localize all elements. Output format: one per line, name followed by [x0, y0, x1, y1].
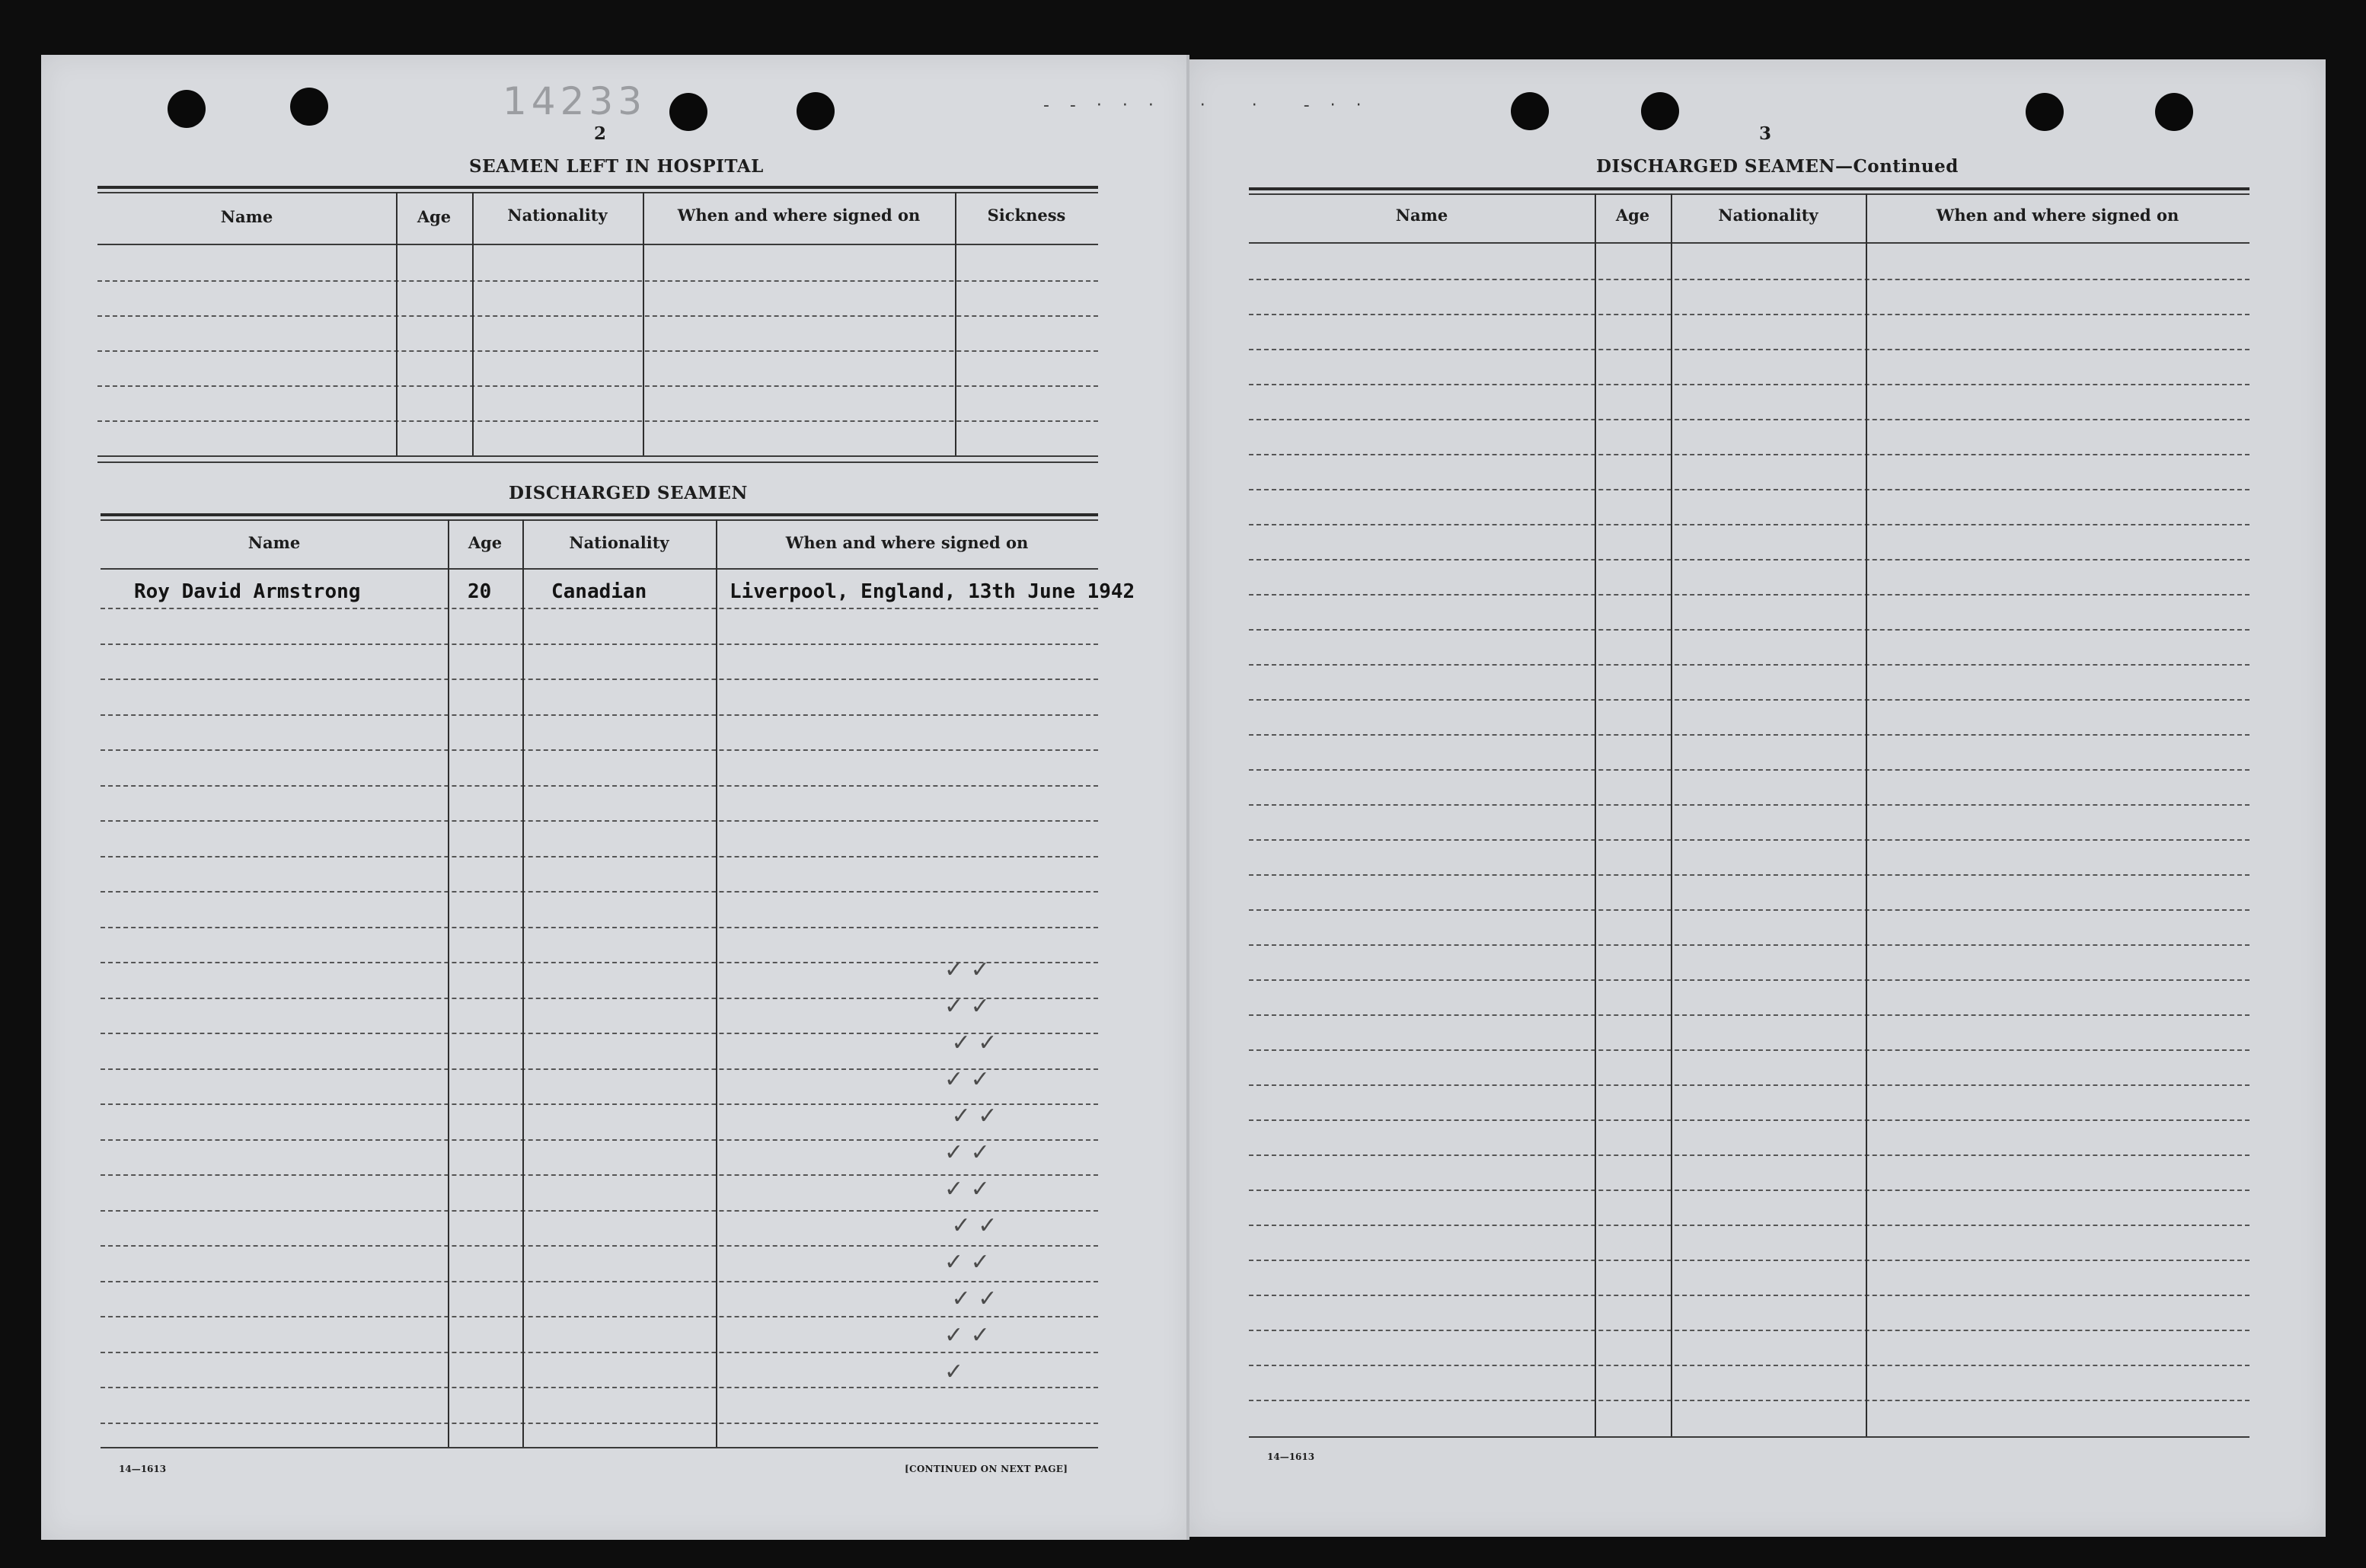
row-line	[1249, 384, 2249, 385]
row-line	[1249, 279, 2249, 280]
table-rule	[97, 461, 1098, 463]
table-rule	[101, 568, 1098, 570]
row-line	[1249, 909, 2249, 911]
row-line	[1249, 314, 2249, 315]
row-line	[1249, 489, 2249, 490]
cell-name: Roy David Armstrong	[134, 580, 361, 603]
table-rule	[1249, 193, 2249, 195]
check-marks: ✓ ✓ ✓ ✓ ✓ ✓ ✓ ✓ ✓ ✓ ✓ ✓ ✓ ✓ ✓ ✓ ✓ ✓ ✓ ✓ ✓ ✓ ✓	[944, 956, 998, 1385]
row-line	[1249, 349, 2249, 350]
row-line	[97, 280, 1098, 282]
row-line	[1249, 1119, 2249, 1121]
row-line	[1249, 1330, 2249, 1331]
cell-age: 20	[468, 580, 492, 603]
punch-hole	[2026, 93, 2064, 131]
continued-note: [CONTINUED ON NEXT PAGE]	[905, 1464, 1068, 1474]
punch-hole	[168, 90, 206, 128]
column-divider	[396, 192, 398, 455]
row-line	[1249, 804, 2249, 806]
table-rule	[97, 192, 1098, 193]
section-title-hospital: SEAMEN LEFT IN HOSPITAL	[469, 156, 764, 177]
title-main: DISCHARGED SEAMEN	[1596, 156, 1835, 177]
section-title-discharged: DISCHARGED SEAMEN	[509, 483, 748, 503]
row-line	[1249, 1400, 2249, 1401]
column-divider	[472, 192, 474, 455]
row-line	[1249, 1365, 2249, 1366]
table-rule	[101, 1447, 1098, 1448]
column-divider	[522, 519, 524, 1447]
row-line	[1249, 454, 2249, 455]
row-line	[101, 679, 1098, 680]
column-divider	[1866, 193, 1867, 1436]
column-header-name: Name	[1395, 206, 1448, 225]
form-number: 14—1613	[119, 1464, 167, 1474]
table-rule	[1249, 1436, 2249, 1438]
row-line	[1249, 944, 2249, 946]
row-line	[1249, 979, 2249, 981]
cell-nationality: Canadian	[551, 580, 647, 603]
row-line	[101, 749, 1098, 751]
row-line	[101, 927, 1098, 928]
row-line	[97, 385, 1098, 387]
punch-hole	[797, 92, 835, 130]
column-header-age: Age	[1615, 206, 1650, 225]
stray-marks: - - · · · · · - · ·	[1043, 96, 1369, 115]
column-header-nationality: Nationality	[507, 206, 608, 225]
row-line	[1249, 874, 2249, 876]
row-line	[101, 714, 1098, 716]
column-header-signed-on: When and where signed on	[785, 533, 1029, 552]
column-header-age: Age	[468, 533, 503, 552]
table-rule	[101, 519, 1098, 521]
row-line	[1249, 524, 2249, 525]
column-divider	[643, 192, 644, 455]
hospital-table	[97, 186, 1098, 465]
row-line	[1249, 839, 2249, 841]
column-header-name: Name	[220, 207, 273, 226]
page-number: 2	[594, 123, 607, 144]
cell-signed-on: Liverpool, England, 13th June 1942	[730, 580, 1135, 603]
punch-hole	[290, 88, 328, 126]
punch-hole	[669, 93, 707, 131]
row-line	[1249, 419, 2249, 420]
row-line	[1249, 629, 2249, 631]
row-line	[1249, 559, 2249, 560]
row-line	[1249, 699, 2249, 701]
row-line	[1249, 1014, 2249, 1016]
handwritten-number: 14233	[503, 79, 647, 123]
row-line	[101, 856, 1098, 857]
row-line	[1249, 1154, 2249, 1156]
column-divider	[955, 192, 956, 455]
row-line	[1249, 1049, 2249, 1051]
column-divider	[1671, 193, 1672, 1436]
row-line	[97, 420, 1098, 422]
column-divider	[716, 519, 717, 1447]
row-line	[101, 643, 1098, 645]
table-rule	[101, 513, 1098, 516]
row-line	[1249, 664, 2249, 666]
column-header-sickness: Sickness	[987, 206, 1066, 225]
table-rule	[1249, 187, 2249, 190]
column-header-signed-on: When and where signed on	[677, 206, 921, 225]
table-rule	[1249, 242, 2249, 244]
table-rule	[97, 186, 1098, 189]
table-rule	[97, 455, 1098, 457]
column-header-name: Name	[247, 533, 301, 552]
title-suffix: —Continued	[1834, 156, 1959, 177]
punch-hole	[1641, 92, 1679, 130]
row-line	[101, 1423, 1098, 1424]
row-line	[1249, 1295, 2249, 1296]
row-line	[1249, 1084, 2249, 1086]
row-line	[101, 785, 1098, 787]
punch-hole	[1511, 92, 1549, 130]
row-line	[1249, 734, 2249, 736]
row-line	[1249, 1260, 2249, 1261]
row-line	[101, 608, 1098, 609]
page-fold	[1186, 55, 1189, 1540]
column-header-signed-on: When and where signed on	[1936, 206, 2179, 225]
column-header-nationality: Nationality	[1718, 206, 1818, 225]
column-header-nationality: Nationality	[569, 533, 669, 552]
column-divider	[448, 519, 449, 1447]
row-line	[97, 350, 1098, 352]
punch-hole	[2155, 93, 2193, 131]
row-line	[1249, 769, 2249, 771]
discharged-table-right	[1249, 187, 2249, 1445]
table-rule	[97, 244, 1098, 245]
row-line	[101, 891, 1098, 893]
row-line	[101, 820, 1098, 822]
column-header-age: Age	[417, 207, 452, 226]
row-line	[97, 315, 1098, 317]
section-title-discharged-continued	[1596, 156, 1959, 177]
page-number: 3	[1759, 123, 1772, 144]
row-line	[1249, 594, 2249, 596]
column-divider	[1595, 193, 1596, 1436]
row-line	[1249, 1190, 2249, 1191]
form-number: 14—1613	[1267, 1451, 1315, 1462]
row-line	[1249, 1225, 2249, 1226]
